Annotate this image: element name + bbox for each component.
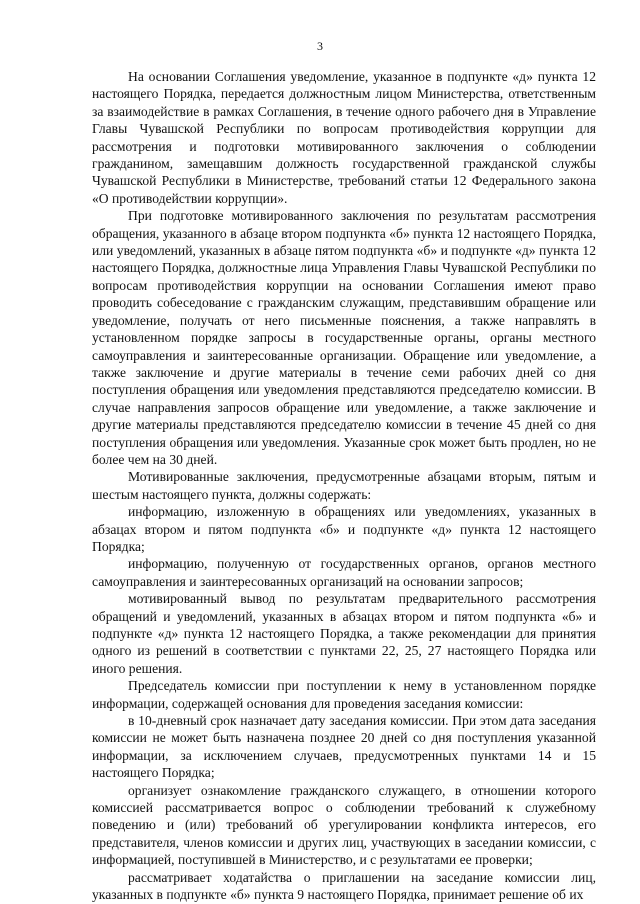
paragraph: Мотивированные заключения, предусмотренные абзацами вторым, пятым и шестым настоящего пункта, должны содержать: [92, 469, 596, 502]
paragraph: При подготовке мотивированного заключения по результатам рассмотрения обращения, указанного в абзаце втором подпункта «б» пункта 12 настоящего Порядка, или уведомлений, указанных в абзаце пятом подпункта «б» и подпункте «д» пункта 12 настоящего Порядка, должностные лица Управления Главы Чувашской Республики по вопросам противодействия коррупции на основании Соглашения имеют право проводить собеседование с гражданским служащим, представившим обращение или уведомление, получать от него письменные пояснения, а также направлять в установленном порядке запросы в государственные органы, органы местного самоуправления и заинтересованные организации. Обращение или уведомление, а также заключение и другие материалы в течение семи рабочих дней со дня поступления обращения или уведомления представляются председателю комиссии. В случае направления запросов обращение или уведомление, а также заключение и другие материалы представляются председателю комиссии в течение 45 дней со дня поступления обращения или уведомления. Указанные срок может быть продлен, но не более чем на 30 дней. [92, 208, 596, 467]
paragraph: рассматривает ходатайства о приглашении на заседание комиссии лиц, указанных в подпункте «б» пункта 9 настоящего Порядка, принимает решение об их [92, 869, 596, 903]
paragraph: На основании Соглашения уведомление, указанное в подпункте «д» пункта 12 настоящего Порядка, передается должностным лицом Министерства, ответственным за взаимодействие в рамках Соглашения, в течение одного рабочего дня в Управление Главы Чувашской Республики по вопросам противодействия коррупции для рассмотрения и подготовки мотивированного заключения о соблюдении гражданином, замещавшим должность государственной гражданской службы Чувашской Республики в Министерстве, требований статьи 12 Федерального закона «О противодействии коррупции». [92, 69, 596, 206]
page-number: 3 [317, 39, 323, 53]
paragraph: организует ознакомление гражданского служащего, в отношении которого комиссией рассматривается вопрос о соблюдении требований к служебному поведению и (или) требований об урегулировании конфликта интересов, его представителя, членов комиссии и других лиц, участвующих в заседании комиссии, с информацией, поступившей в Министерство, и с результатами ее проверки; [92, 782, 596, 868]
paragraph: в 10-дневный срок назначает дату заседания комиссии. При этом дата заседания комиссии не может быть назначена позднее 20 дней со дня поступления указанной информации, за исключением случаев, предусмотренных пунктами 14 и 15 настоящего Порядка; [92, 713, 596, 781]
document-body [92, 68, 596, 904]
paragraph: Председатель комиссии при поступлении к нему в установленном порядке информации, содержащей основания для проведения заседания комиссии: [92, 678, 596, 711]
paragraph: информацию, изложенную в обращениях или уведомлениях, указанных в абзацах втором и пятом подпункта «б» и подпункте «д» пункта 12 настоящего Порядка; [92, 504, 596, 554]
paragraph: информацию, полученную от государственных органов, органов местного самоуправления и заинтересованных организаций на основании запросов; [92, 556, 596, 589]
paragraph: мотивированный вывод по результатам предварительного рассмотрения обращений и уведомлений, указанных в абзацах втором и пятом подпункта «б» и подпункте «д» пункта 12 настоящего Порядка, а также рекомендации для принятия одного из решений в соответствии с пунктами 22, 25, 27 настоящего Порядка или иного решения. [92, 591, 596, 676]
